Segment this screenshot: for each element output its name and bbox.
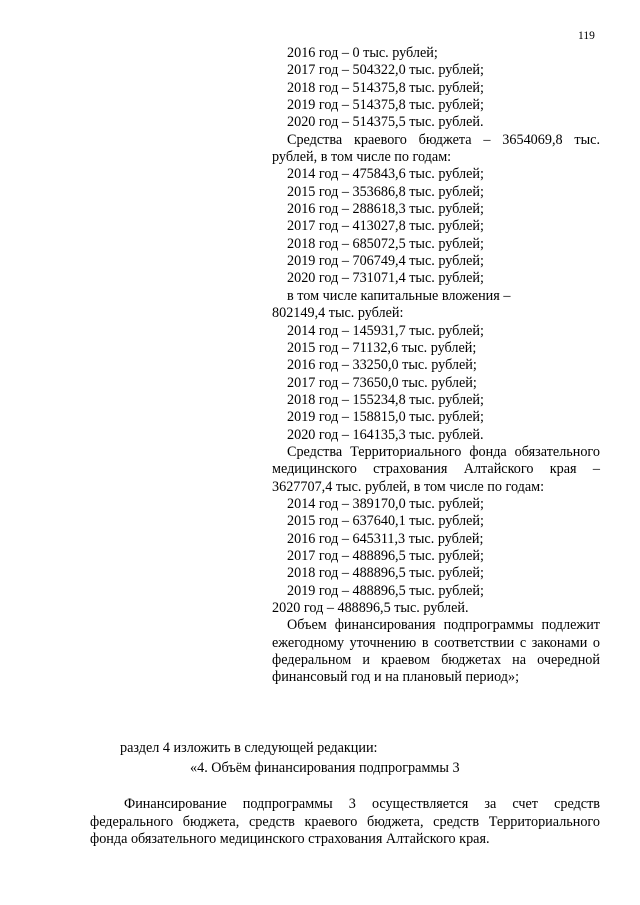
capital-investments-total: 802149,4 тыс. рублей: — [272, 305, 404, 322]
capital-year-2020: 2020 год – 164135,3 тыс. рублей. — [287, 426, 484, 443]
regional-year-2017: 2017 год – 413027,8 тыс. рублей; — [287, 218, 484, 235]
federal-year-2020: 2020 год – 514375,5 тыс. рублей. — [287, 114, 484, 131]
page-number: 119 — [578, 30, 595, 42]
capital-year-2014: 2014 год – 145931,7 тыс. рублей; — [287, 322, 484, 339]
regional-year-2016: 2016 год – 288618,3 тыс. рублей; — [287, 201, 484, 218]
regional-year-2018: 2018 год – 685072,5 тыс. рублей; — [287, 235, 484, 252]
capital-year-2018: 2018 год – 155234,8 тыс. рублей; — [287, 391, 484, 408]
fund-year-2020: 2020 год – 488896,5 тыс. рублей. — [272, 600, 469, 616]
section-instruction: раздел 4 изложить в следующей редакции: — [120, 740, 378, 756]
federal-year-2018: 2018 год – 514375,8 тыс. рублей; — [287, 79, 484, 96]
capital-investments-intro: в том числе капитальные вложения – — [287, 287, 511, 304]
fund-year-2016: 2016 год – 645311,3 тыс. рублей; — [287, 530, 484, 547]
section-heading: «4. Объём финансирования подпрограммы 3 — [190, 760, 460, 776]
financing-sources-paragraph: Финансирование подпрограммы 3 осуществляется за счет средств федерального бюджета, средств краевого бюджета, средств Территориального фонда обязательного медицинского страхования Алтайского края. — [90, 796, 600, 848]
regional-budget-intro: Средства краевого бюджета – 3654069,8 тыс. рублей, в том числе по годам: — [272, 131, 600, 166]
regional-year-2019: 2019 год – 706749,4 тыс. рублей; — [287, 253, 484, 270]
capital-year-2019: 2019 год – 158815,0 тыс. рублей; — [287, 409, 484, 426]
territorial-fund-intro: Средства Территориального фонда обязательного медицинского страхования Алтайского края – 3627707,4 тыс. рублей, в том числе по годам: — [272, 443, 600, 495]
federal-year-2019: 2019 год – 514375,8 тыс. рублей; — [287, 97, 484, 114]
funding-details-column — [272, 45, 600, 687]
capital-year-2016: 2016 год – 33250,0 тыс. рублей; — [287, 357, 477, 374]
federal-year-2016: 2016 год – 0 тыс. рублей; — [287, 45, 438, 61]
fund-year-2018: 2018 год – 488896,5 тыс. рублей; — [287, 565, 484, 582]
fund-year-2014: 2014 год – 389170,0 тыс. рублей; — [287, 495, 484, 512]
fund-year-2017: 2017 год – 488896,5 тыс. рублей; — [287, 547, 484, 564]
financing-volume-paragraph: Объем финансирования подпрограммы подлежит ежегодному уточнению в соответствии с законами о федеральном и краевом бюджетах на очередной финансовый год и на плановый период»; — [272, 617, 600, 686]
regional-year-2015: 2015 год – 353686,8 тыс. рублей; — [287, 183, 484, 200]
regional-year-2014: 2014 год – 475843,6 тыс. рублей; — [287, 166, 484, 183]
capital-year-2015: 2015 год – 71132,6 тыс. рублей; — [287, 339, 477, 356]
federal-year-2017: 2017 год – 504322,0 тыс. рублей; — [287, 62, 484, 79]
fund-year-2015: 2015 год – 637640,1 тыс. рублей; — [287, 513, 484, 530]
capital-year-2017: 2017 год – 73650,0 тыс. рублей; — [287, 374, 477, 391]
fund-year-2019: 2019 год – 488896,5 тыс. рублей; — [287, 582, 484, 599]
regional-year-2020: 2020 год – 731071,4 тыс. рублей; — [287, 270, 484, 287]
